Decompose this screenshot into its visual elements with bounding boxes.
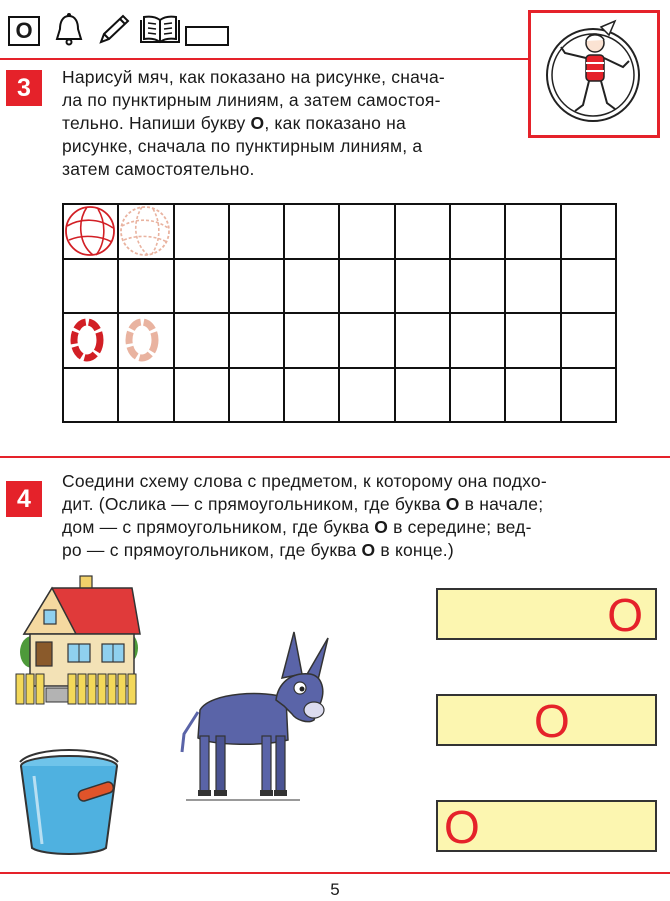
ball-dotted-icon [118,204,172,258]
task-4-line: ро — с прямоугольником, где буква О в конце.) [62,540,454,560]
grid-cell[interactable] [396,314,451,369]
grid-cell[interactable] [451,205,506,260]
word-scheme-start[interactable] [436,800,657,852]
empty-rectangle-icon [185,26,229,46]
grid-cell[interactable] [230,260,285,315]
grid-cell[interactable] [175,205,230,260]
grid-cell[interactable] [340,260,395,315]
grid-cell[interactable] [451,260,506,315]
pencil-icon [95,12,131,46]
house-illustration[interactable] [14,570,142,708]
task-3-line: тельно. Напиши букву О, как показано на [62,113,406,133]
grid-cell[interactable] [396,369,451,424]
grid-cell[interactable] [285,205,340,260]
grid-cell[interactable] [230,369,285,424]
grid-cell[interactable] [562,369,617,424]
task-4-instructions [62,470,662,562]
top-divider [0,58,530,60]
grid-cell[interactable] [340,369,395,424]
bucket-illustration[interactable] [14,748,126,858]
grid-cell[interactable] [506,205,561,260]
bold-letter: О [361,540,376,560]
grid-cell[interactable] [230,314,285,369]
grid-cell[interactable] [562,205,617,260]
grid-cell[interactable] [562,314,617,369]
section-divider [0,456,670,458]
task-3-instructions [62,66,517,181]
task-4-line: дит. (Ослика — с прямоугольником, где буква О в начале; [62,494,544,514]
grid-cell[interactable] [396,205,451,260]
grid-cell-ball-sample [64,205,119,260]
book-icon [138,12,182,46]
grid-cell[interactable] [175,260,230,315]
page-number: 5 [330,880,340,899]
task-4-line: дом — с прямоугольником, где буква О в середине; вед- [62,517,532,537]
grid-cell-letter-sample [64,314,119,369]
grid-cell[interactable] [285,260,340,315]
grid-cell[interactable] [230,205,285,260]
section-letter: О [15,18,33,43]
letter-o-dotted-icon [118,313,172,367]
tracing-grid [62,203,617,423]
grid-cell[interactable] [64,260,119,315]
grid-cell[interactable] [506,314,561,369]
section-letter-box [8,16,40,46]
task-3-line: рисунке, сначала по пунктирным линиям, а [62,136,423,156]
grid-cell[interactable] [340,314,395,369]
task-3-line: ла по пунктирным линиям, а затем самостоя- [62,90,441,110]
hoop-girl-frame [528,10,660,138]
word-scheme-end[interactable] [436,588,657,640]
word-scheme-middle[interactable] [436,694,657,746]
hoop-girl-illustration [531,13,657,135]
grid-cell[interactable] [175,369,230,424]
bold-letter: О [250,113,265,133]
grid-cell[interactable] [119,369,174,424]
grid-cell[interactable] [175,314,230,369]
grid-cell-ball-dotted [119,205,174,260]
grid-cell[interactable] [562,260,617,315]
grid-cell[interactable] [506,369,561,424]
letter-o-sample-icon [63,313,117,367]
scheme-letter-o: О [444,801,480,853]
scheme-letter-o: О [534,695,570,747]
task-3-line: затем самостоятельно. [62,159,255,179]
task-3-line: Нарисуй мяч, как показано на рисунке, снача- [62,67,445,87]
donkey-illustration[interactable] [170,628,338,806]
grid-cell[interactable] [451,369,506,424]
scheme-letter-o: О [607,589,643,641]
grid-cell[interactable] [64,369,119,424]
task-4-number: 4 [6,481,42,517]
grid-cell[interactable] [119,260,174,315]
bottom-divider [0,872,670,874]
grid-cell[interactable] [340,205,395,260]
grid-cell[interactable] [451,314,506,369]
task-4-line: Соедини схему слова с предметом, к которому она подхо- [62,471,547,491]
grid-cell[interactable] [396,260,451,315]
bold-letter: О [445,494,460,514]
bold-letter: О [374,517,389,537]
grid-cell-letter-dotted [119,314,174,369]
grid-cell[interactable] [285,369,340,424]
grid-cell[interactable] [285,314,340,369]
bell-icon [52,12,86,46]
grid-cell[interactable] [506,260,561,315]
ball-sample-icon [63,204,117,258]
task-3-number: 3 [6,70,42,106]
